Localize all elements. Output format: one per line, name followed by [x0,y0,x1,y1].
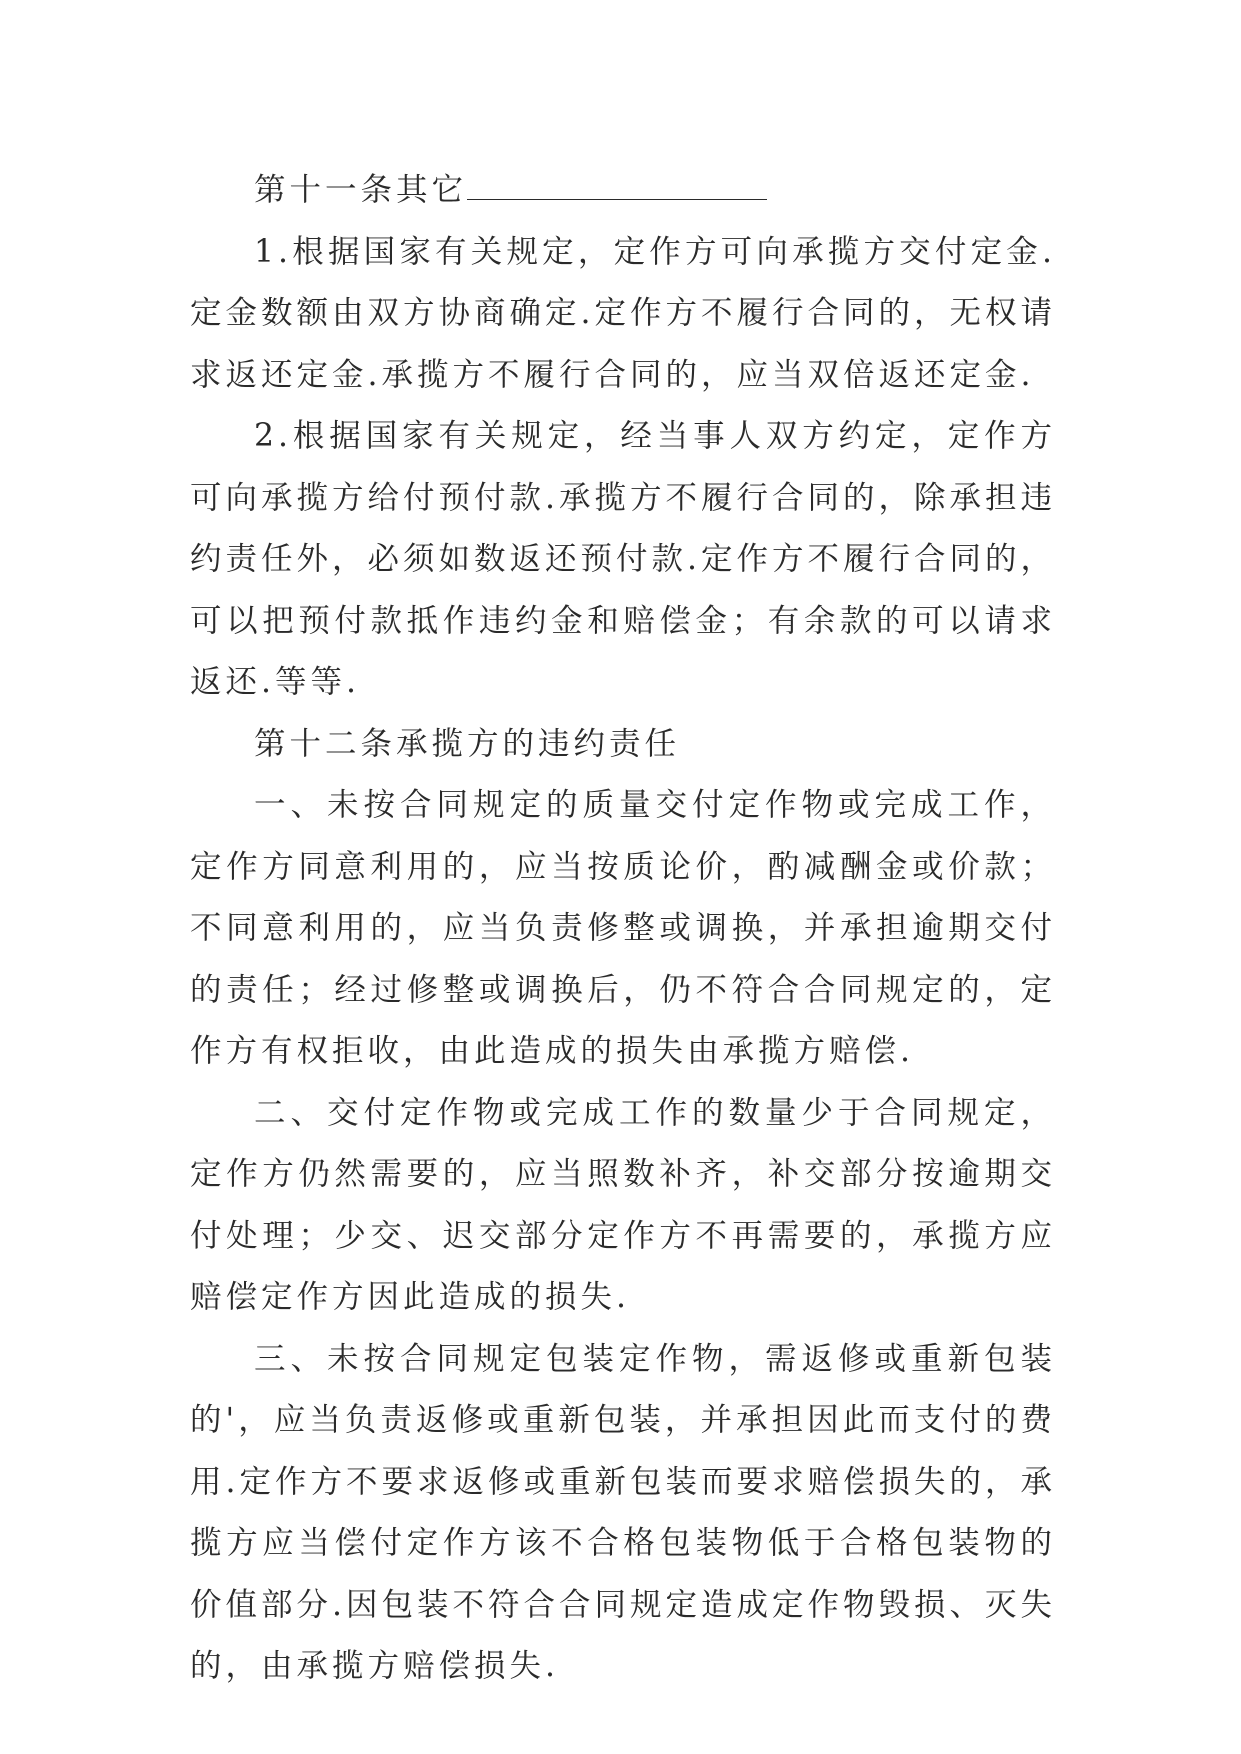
article-11-title: 第十一条其它 [254,172,468,208]
article-12-item-2: 二、交付定作物或完成工作的数量少于合同规定，定作方仍然需要的，应当照数补齐，补交部分按逾期交付处理；少交、迟交部分定作方不再需要的，承揽方应赔偿定作方因此造成的损失. [190,1094,1056,1315]
article-11-item-1: 1.根据国家有关规定，定作方可向承揽方交付定金.定金数额由双方协商确定.定作方不履行合同的，无权请求返还定金.承揽方不履行合同的，应当双倍返还定金. [190,233,1057,393]
article-11-heading [190,160,1056,222]
article-12-heading: 第十二条承揽方的违约责任 [254,725,681,762]
article-11-item-2: 2.根据国家有关规定，经当事人双方约定，定作方可向承揽方给付预付款.承揽方不履行合同的，除承担违约责任外，必须如数返还预付款.定作方不履行合同的，可以把预付款抵作违约金和赔偿金；有余款的可以请求返还.等等. [190,418,1057,700]
fill-in-blank [467,163,767,200]
article-12-item-3: 三、未按合同规定包装定作物，需返修或重新包装的'，应当负责返修或重新包装，并承担因此而支付的费用.定作方不要求返修或重新包装而要求赔偿损失的，承揽方应当偿付定作方该不合格包装物低于合格包装物的价值部分.因包装不符合合同规定造成定作物毁损、灭失的，由承揽方赔偿损失. [190,1340,1057,1684]
document-page [190,160,1056,1698]
article-12-item-1: 一、未按合同规定的质量交付定作物或完成工作，定作方同意利用的，应当按质论价，酌减酬金或价款；不同意利用的，应当负责修整或调换，并承担逾期交付的责任；经过修整或调换后，仍不符合合同规定的，定作方有权拒收，由此造成的损失由承揽方赔偿. [190,787,1056,1069]
